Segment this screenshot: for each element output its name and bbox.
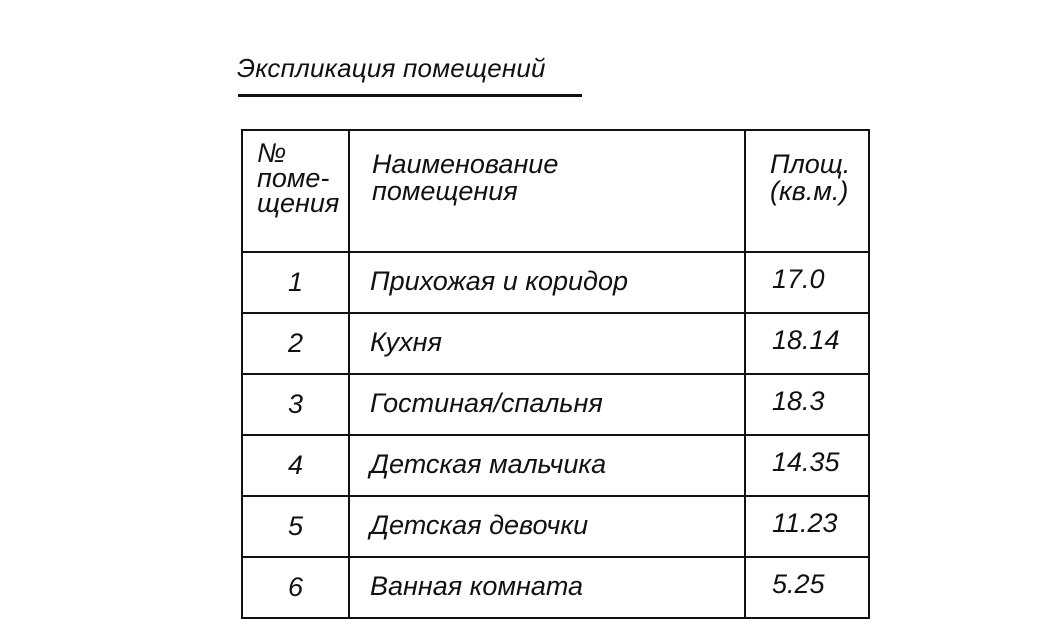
table-row: [242, 557, 869, 618]
table-row: [242, 435, 869, 496]
rooms-explication-table: [241, 129, 870, 619]
header-room-name: [349, 130, 745, 252]
table-row: [242, 252, 869, 313]
header-room-area-line: Площ.: [770, 149, 851, 179]
room-area-cell: 17.0: [745, 252, 869, 313]
room-number-cell: 2: [242, 313, 349, 374]
header-room-area-line: (кв.м.): [770, 176, 849, 206]
room-name-cell: Детская девочки: [349, 496, 745, 557]
document-title: Экспликация помещений: [237, 53, 546, 83]
room-name-cell: Ванная комната: [349, 557, 745, 618]
room-number-cell: 3: [242, 374, 349, 435]
room-number-cell: 4: [242, 435, 349, 496]
room-number-cell: 6: [242, 557, 349, 618]
table-row: [242, 496, 869, 557]
header-room-number-line: №: [257, 138, 287, 168]
room-area-cell: 18.14: [745, 313, 869, 374]
room-name-cell: Кухня: [349, 313, 745, 374]
header-room-number-line: щения: [257, 188, 340, 218]
room-name-cell: Детская мальчика: [349, 435, 745, 496]
room-area-cell: 14.35: [745, 435, 869, 496]
title-underline: [238, 94, 582, 97]
room-area-cell: 5.25: [745, 557, 869, 618]
header-room-name-line: Наименование: [372, 149, 559, 179]
table-header-row: [242, 130, 869, 252]
room-name-cell: Гостиная/спальня: [349, 374, 745, 435]
header-room-number: [242, 130, 349, 252]
room-area-cell: 11.23: [745, 496, 869, 557]
header-room-number-line: поме-: [257, 163, 330, 193]
room-name-cell: Прихожая и коридор: [349, 252, 745, 313]
header-room-area: [745, 130, 869, 252]
table-row: [242, 374, 869, 435]
room-number-cell: 5: [242, 496, 349, 557]
header-room-name-line: помещения: [372, 176, 518, 206]
table-row: [242, 313, 869, 374]
room-area-cell: 18.3: [745, 374, 869, 435]
room-number-cell: 1: [242, 252, 349, 313]
